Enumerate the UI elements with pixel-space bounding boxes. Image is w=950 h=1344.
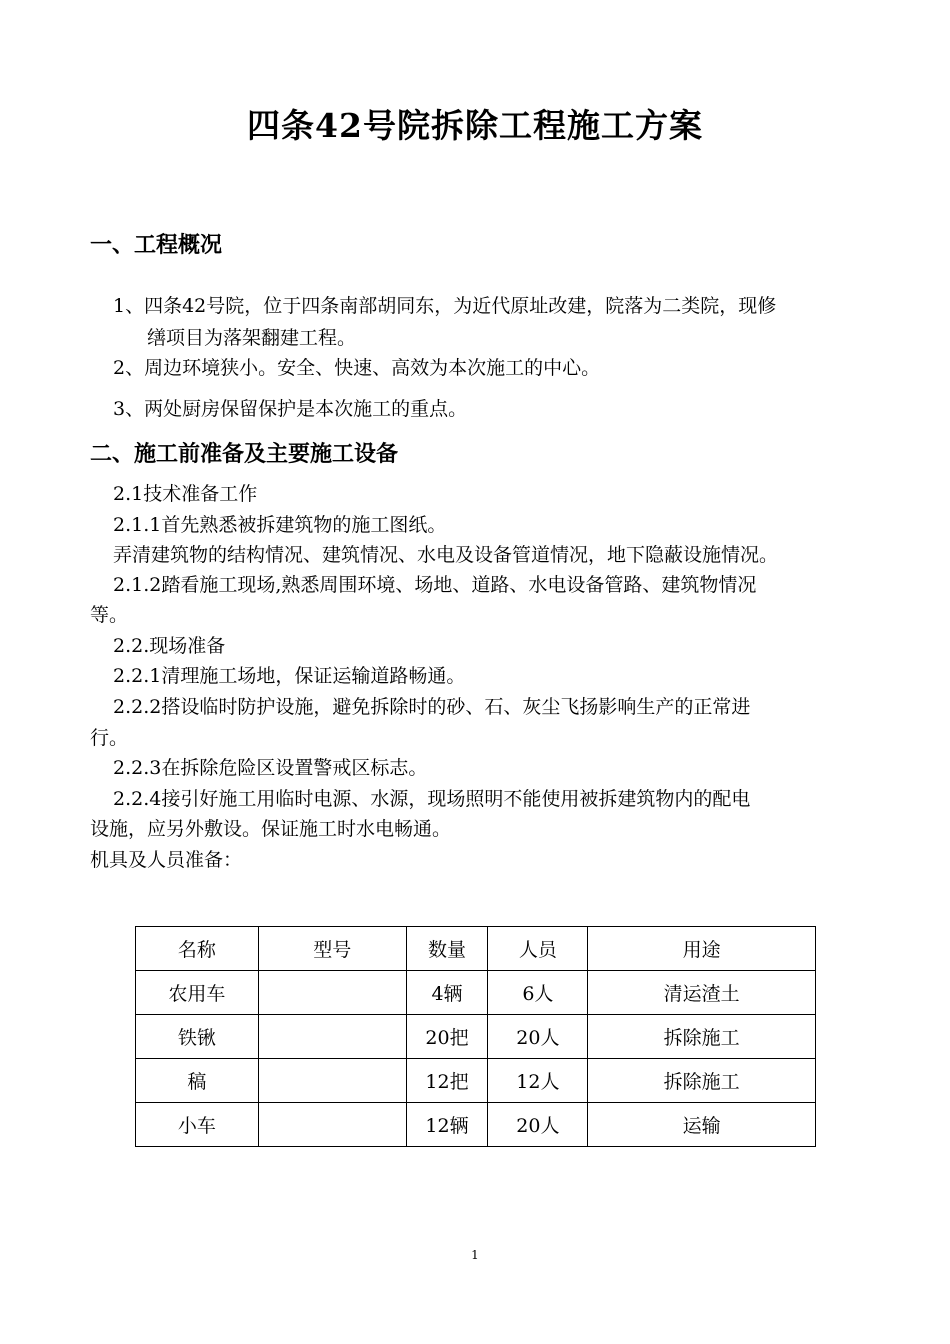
table-header-cell: 型号 (258, 927, 406, 971)
table-cell: 6人 (488, 971, 588, 1015)
table-cell: 拆除施工 (588, 1059, 816, 1103)
table-cell: 小车 (136, 1103, 259, 1147)
table-cell: 运输 (588, 1103, 816, 1147)
section-1-item-1-line-1: 1、四条42号院，位于四条南部胡同东，为近代原址改建，院落为二类院，现修 (113, 295, 777, 317)
section-2-heading: 二、施工前准备及主要施工设备 (90, 441, 399, 467)
table-cell: 铁锹 (136, 1015, 259, 1059)
table-cell: 12辆 (406, 1103, 488, 1147)
page-number: 1 (471, 1248, 479, 1262)
section-2-line: 等。 (90, 604, 129, 626)
table-header-cell: 数量 (406, 927, 488, 971)
section-2-line: 2.2.现场准备 (113, 635, 226, 657)
section-2-line: 弄清建筑物的结构情况、建筑情况、水电及设备管道情况，地下隐蔽设施情况。 (113, 544, 779, 566)
section-2-line: 2.2.2搭设临时防护设施，避免拆除时的砂、石、灰尘飞扬影响生产的正常进 (113, 696, 751, 718)
table-cell: 12把 (406, 1059, 488, 1103)
table-cell: 20人 (488, 1015, 588, 1059)
table-cell: 4辆 (406, 971, 488, 1015)
section-2-line: 2.2.1清理施工场地，保证运输道路畅通。 (113, 665, 466, 687)
table-cell: 拆除施工 (588, 1015, 816, 1059)
equipment-table (135, 926, 816, 1147)
table-cell (258, 971, 406, 1015)
table-cell (258, 1059, 406, 1103)
table-cell (258, 1103, 406, 1147)
table-row (136, 1015, 816, 1059)
table-header-cell: 名称 (136, 927, 259, 971)
table-cell: 20人 (488, 1103, 588, 1147)
section-1-item-1-line-2: 缮项目为落架翻建工程。 (147, 327, 357, 349)
section-1-item-2: 2、周边环境狭小。安全、快速、高效为本次施工的中心。 (113, 357, 601, 379)
table-cell: 农用车 (136, 971, 259, 1015)
section-2-line: 行。 (90, 727, 129, 749)
section-1-heading: 一、工程概况 (90, 232, 223, 258)
table-row (136, 1103, 816, 1147)
table-header-cell: 用途 (588, 927, 816, 971)
section-2-line: 2.1.2踏看施工现场,熟悉周围环境、场地、道路、水电设备管路、建筑物情况 (113, 574, 757, 596)
table-row (136, 971, 816, 1015)
table-header-cell: 人员 (488, 927, 588, 971)
table-header-row (136, 927, 816, 971)
section-1-item-3: 3、两处厨房保留保护是本次施工的重点。 (113, 398, 468, 420)
table-cell: 稿 (136, 1059, 259, 1103)
section-2-line: 2.2.3在拆除危险区设置警戒区标志。 (113, 757, 428, 779)
table-cell: 12人 (488, 1059, 588, 1103)
table-cell: 清运渣土 (588, 971, 816, 1015)
section-2-line: 设施，应另外敷设。保证施工时水电畅通。 (90, 818, 452, 840)
section-2-line: 2.1技术准备工作 (113, 483, 258, 505)
section-2-line: 2.2.4接引好施工用临时电源、水源，现场照明不能使用被拆建筑物内的配电 (113, 788, 751, 810)
section-2-line: 2.1.1首先熟悉被拆建筑物的施工图纸。 (113, 514, 447, 536)
table-row (136, 1059, 816, 1103)
document-title: 四条42号院拆除工程施工方案 (247, 106, 703, 145)
table-cell (258, 1015, 406, 1059)
table-cell: 20把 (406, 1015, 488, 1059)
section-2-line: 机具及人员准备： (90, 849, 243, 871)
